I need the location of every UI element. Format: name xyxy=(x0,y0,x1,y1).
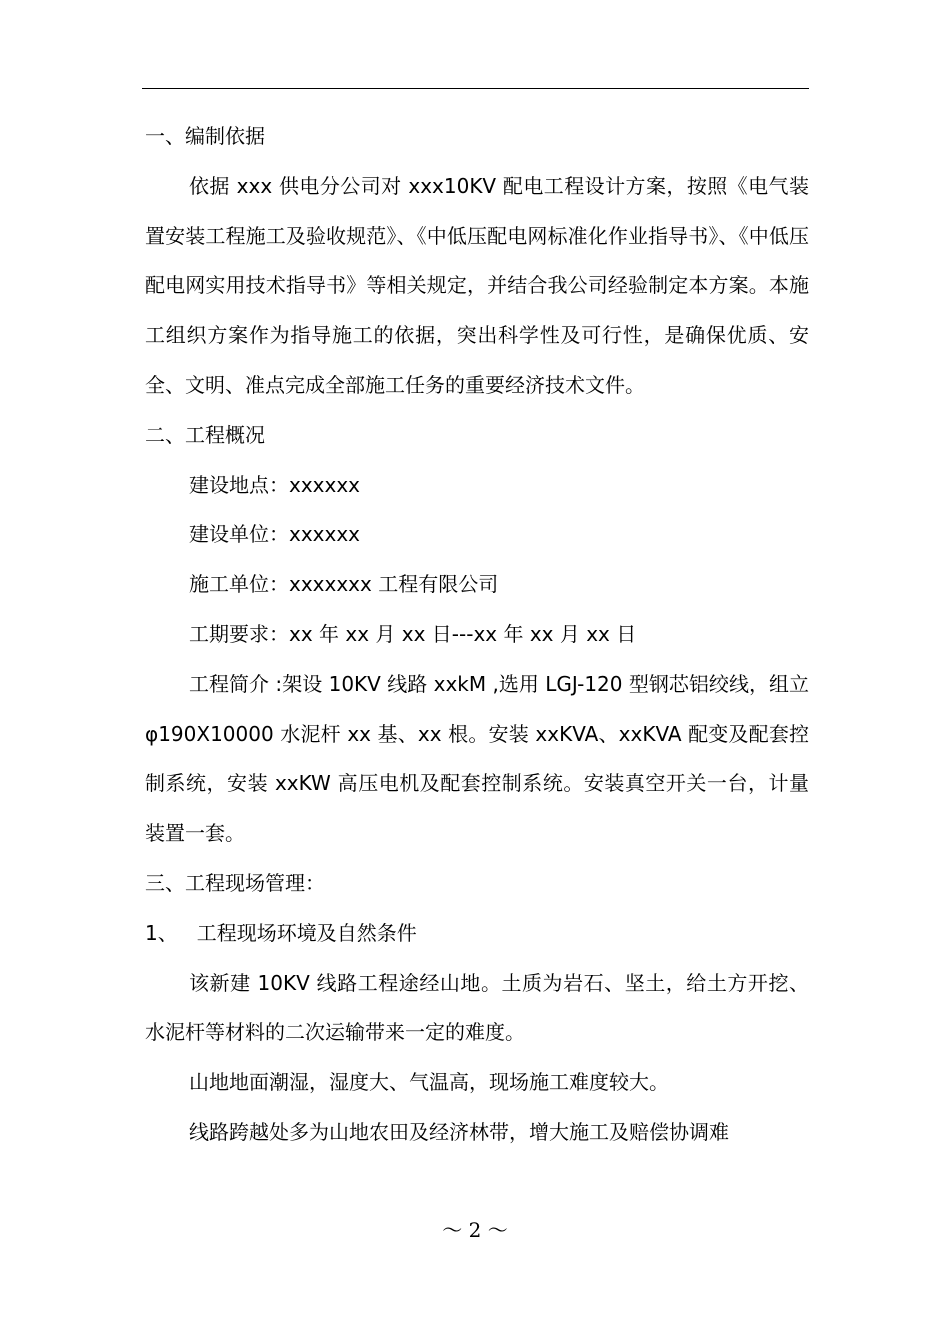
project-summary-paragraph: 工程简介 :架设 10KV 线路 xxkM ,选用 LGJ-120 型钢芯铝绞线，组立φ190X10000 水泥杆 xx 基、xx 根。安装 xxKVA、xxKVA 配变及配套控制系统，安装 xxKW 高压电机及配套控制系统。安装真空开关一台，计量装置一套。 xyxy=(145,671,809,846)
field-label: 工期要求： xyxy=(189,621,289,646)
field-construction-unit xyxy=(145,510,809,560)
document-body xyxy=(145,112,809,1158)
section-heading-overview: 二、工程概况 xyxy=(145,422,265,447)
section-heading-site-management: 三、工程现场管理： xyxy=(145,870,325,895)
basis-paragraph: 依据 xxx 供电分公司对 xxx10KV 配电工程设计方案，按照《电气装置安装工程施工及验收规范》、《中低压配电网标准化作业指导书》、《中低压配电网实用技术指导书》等相关规定，并结合我公司经验制定本方案。本施工组织方案作为指导施工的依据，突出科学性及可行性，是确保优质、安全、文明、准点完成全部施工任务的重要经济技术文件。 xyxy=(145,173,809,397)
header-rule xyxy=(142,88,809,89)
field-value: xx 年 xx 月 xx 日---xx 年 xx 月 xx 日 xyxy=(289,621,637,646)
field-construction-site xyxy=(145,461,809,511)
field-schedule xyxy=(145,610,809,660)
field-label: 建设单位： xyxy=(189,522,289,547)
section-heading-basis: 一、编制依据 xyxy=(145,124,265,148)
subsection-heading-environment: 1、 工程现场环境及自然条件 xyxy=(145,920,417,945)
page-number: ～ 2 ～ xyxy=(442,1218,508,1242)
field-value: xxxxxx xyxy=(289,472,361,497)
field-value: xxxxxxx 工程有限公司 xyxy=(289,572,499,597)
field-label: 建设地点： xyxy=(189,472,289,497)
humidity-paragraph: 山地地面潮湿，湿度大、气温高，现场施工难度较大。 xyxy=(189,1070,669,1095)
field-value: xxxxxx xyxy=(289,522,361,547)
field-label: 施工单位： xyxy=(189,572,289,597)
terrain-paragraph: 该新建 10KV 线路工程途经山地。土质为岩石、坚土，给土方开挖、水泥杆等材料的二次运输带来一定的难度。 xyxy=(145,970,809,1045)
field-contractor xyxy=(145,560,809,610)
crossing-paragraph: 线路跨越处多为山地农田及经济林带，增大施工及赔偿协调难 xyxy=(189,1119,729,1144)
